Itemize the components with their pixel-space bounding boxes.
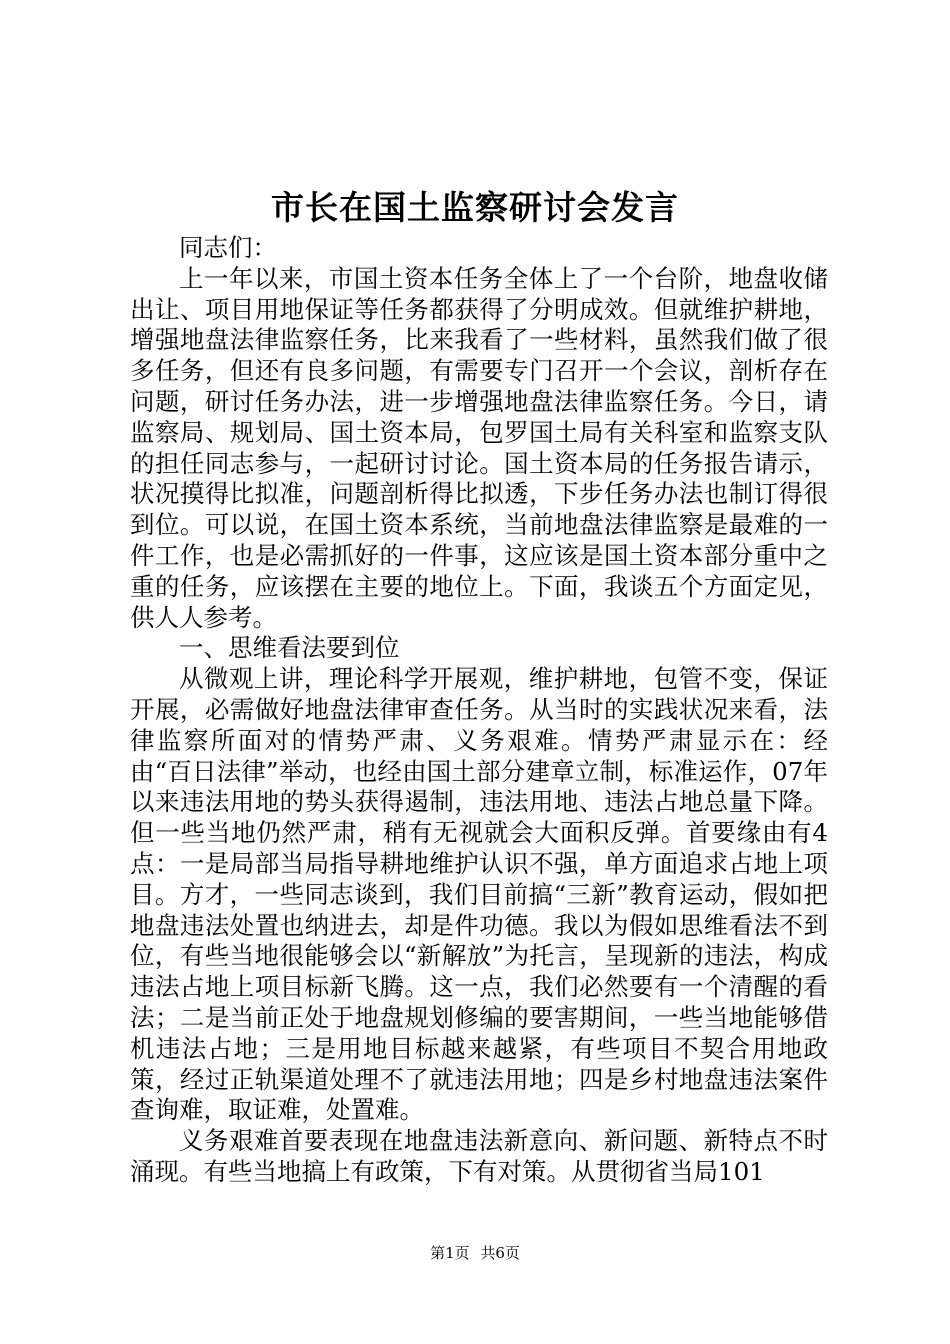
document-body [130, 233, 828, 1188]
page-number: 第1页 [430, 1244, 470, 1262]
paragraph-section-2: 义务艰难首要表现在地盘违法新意向、新问题、新特点不时涌现。有些当地搞上有政策，下有对策。从贯彻省当局101 [130, 1126, 828, 1186]
document-title: 市长在国土监察研讨会发言 [271, 188, 679, 227]
paragraph-intro: 上一年以来，市国土资本任务全体上了一个台阶，地盘收储出让、项目用地保证等任务都获得了分明成效。但就维护耕地，增强地盘法律监察任务，比来我看了一些材料，虽然我们做了很多任务，但还有良多问题，有需要专门召开一个会议，剖析存在问题，研讨任务办法，进一步增强地盘法律监察任务。今日，请监察局、规划局、国土资本局，包罗国土局有关科室和监察支队的担任同志参与，一起研讨讨论。国土资本局的任务报告请示，状况摸得比拟准，问题剖析得比拟透，下步任务办法也制订得很到位。可以说，在国土资本系统，当前地盘法律监察是最难的一件工作，也是必需抓好的一件事，这应该是国土资本部分重中之重的任务，应该摆在主要的地位上。下面，我谈五个方面定见，供人人参考。 [130, 263, 828, 632]
paragraph-section-1: 从微观上讲，理论科学开展观，维护耕地，包管不变，保证开展，必需做好地盘法律审查任务。从当时的实践状况来看，法律监察所面对的情势严肃、义务艰难。情势严肃显示在：经由“百日法律”举动，也经由国土部分建章立制，标准运作，07年以来违法用地的势头获得遏制，违法用地、违法占地总量下降。但一些当地仍然严肃，稍有无视就会大面积反弹。首要缘由有4点：一是局部当局指导耕地维护认识不强，单方面追求占地上项目。方才，一些同志谈到，我们目前搞“三新”教育运动，假如把地盘违法处置也纳进去，却是件功德。我以为假如思维看法不到位，有些当地很能够会以“新解放”为托言，呈现新的违法，构成违法占地上项目标新飞腾。这一点，我们必然要有一个清醒的看法；二是当前正处于地盘规划修编的要害期间，一些当地能够借机违法占地；三是用地目标越来越紧，有些项目不契合用地政策，经过正轨渠道处理不了就违法用地；四是乡村地盘违法案件查询难，取证难，处置难。 [130, 664, 828, 1125]
salutation: 同志们： [179, 233, 277, 262]
page-total: 共6页 [480, 1244, 520, 1262]
section-heading: 一、思维看法要到位 [179, 633, 400, 663]
page-footer [0, 1243, 950, 1263]
